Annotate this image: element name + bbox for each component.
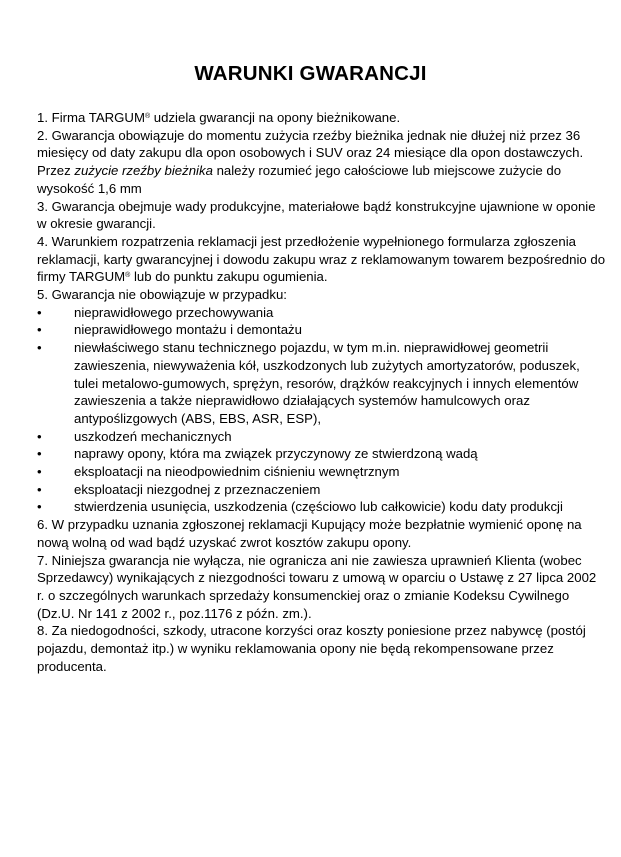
paragraph-2-note (37, 162, 607, 197)
list-item-text: uszkodzeń mechanicznych (74, 428, 232, 444)
list-item-text: eksploatacji niezgodnej z przeznaczeniem (74, 481, 321, 497)
paragraph-6: 6. W przypadku uznania zgłoszonej reklamacji Kupujący może bezpłatnie wymienić oponę na nową wolną od wad bądź uzyskać zwrot kosztów zakupu opony. (37, 517, 582, 550)
paragraph-4 (37, 233, 607, 286)
bullet-icon: • (37, 322, 42, 338)
note-prefix: Przez (37, 163, 75, 179)
list-item-text: stwierdzenia usunięcia, uszkodzenia (częściowo lub całkowicie) kodu daty produkcji (74, 499, 563, 515)
list-item (37, 481, 607, 499)
list-item-text: niewłaściwego stanu technicznego pojazdu, w tym m.in. nieprawidłowej geometrii zawieszenia, niewyważenia kół, uszkodzonych lub zużytych amortyzatorów, poduszek, tulei metalowo-gumowych, sprężyn, resorów, drążków reakcyjnych i innych elementów zawieszenia a także nieprawidłowo działających systemów hamulcowych oraz antypoślizgowych (ABS, EBS, ASR, ESP), (74, 340, 580, 426)
paragraph-4-text-end: lub do punktu zakupu ogumienia. (130, 269, 328, 285)
bullet-icon: • (37, 446, 42, 462)
list-item (37, 498, 607, 516)
document-body (37, 109, 607, 676)
list-item (37, 445, 607, 463)
list-item (37, 304, 607, 322)
list-item (37, 321, 607, 339)
exclusions-list (37, 304, 607, 516)
bullet-icon: • (37, 304, 42, 320)
bullet-icon: • (37, 499, 42, 515)
list-item (37, 339, 607, 428)
bullet-icon: • (37, 464, 42, 480)
paragraph-7: 7. Niniejsza gwarancja nie wyłącza, nie ogranicza ani nie zawiesza uprawnień Klienta (wobec Sprzedawcy) wynikających z niezgodności towaru z umową w oparciu o Ustawę z 27 lipca 2002 r. o szczególnych warunkach sprzedaży konsumenckiej oraz o zmianie Kodeksu Cywilnego (Dz.U. Nr 141 z 2002 r., poz.1176 z późn. zm.). (37, 552, 597, 621)
list-item-text: naprawy opony, która ma związek przyczynowy ze stwierdzoną wadą (74, 446, 478, 462)
paragraph-5: 5. Gwarancja nie obowiązuje w przypadku: (37, 287, 287, 303)
bullet-icon: • (37, 340, 42, 356)
paragraph-1-text-end: udziela gwarancji na opony bieżnikowane. (150, 110, 401, 125)
paragraph-4-text: 4. Warunkiem rozpatrzenia reklamacji jest przedłożenie wypełnionego formularza zgłoszenia reklamacji, karty gwarancyjnej i dowodu zakupu wraz z reklamowanym towarem bezpośrednio do firmy TARGUM (37, 233, 606, 285)
document-title: WARUNKI GWARANCJI (194, 62, 427, 85)
list-item-text: eksploatacji na nieodpowiednim ciśnieniu wewnętrznym (74, 464, 400, 480)
list-item (37, 463, 607, 481)
paragraph-2: 2. Gwarancja obowiązuje do momentu zużycia rzeźby bieżnika jednak nie dłużej niż przez 36 miesięcy od daty zakupu dla opon osobowych i SUV oraz 24 miesiące dla opon dostawczych. (37, 127, 584, 161)
registered-mark: ® (125, 272, 131, 280)
paragraph-8: 8. Za niedogodności, szkody, utracone korzyści oraz koszty poniesione przez nabywcę (postój pojazdu, demontaż itp.) w wyniku reklamowania opony nie będą rekompensowane przez producenta. (37, 623, 586, 674)
note-definition: należy rozumieć jego całościowe lub miejscowe zużycie do wysokość 1,6 mm (37, 163, 562, 196)
bullet-icon: • (37, 481, 42, 497)
list-item (37, 428, 607, 446)
note-term: zużycie rzeźby bieżnika (74, 163, 213, 179)
registered-mark: ® (144, 113, 151, 120)
paragraph-1 (37, 109, 607, 127)
list-item-text: nieprawidłowego montażu i demontażu (74, 322, 302, 338)
bullet-icon: • (37, 428, 42, 444)
paragraph-3: 3. Gwarancja obejmuje wady produkcyjne, materiałowe bądź konstrukcyjne ujawnione w oponie w okresie gwarancji. (37, 198, 596, 232)
paragraph-1-text: 1. Firma TARGUM (37, 110, 145, 125)
list-item-text: nieprawidłowego przechowywania (74, 304, 274, 320)
